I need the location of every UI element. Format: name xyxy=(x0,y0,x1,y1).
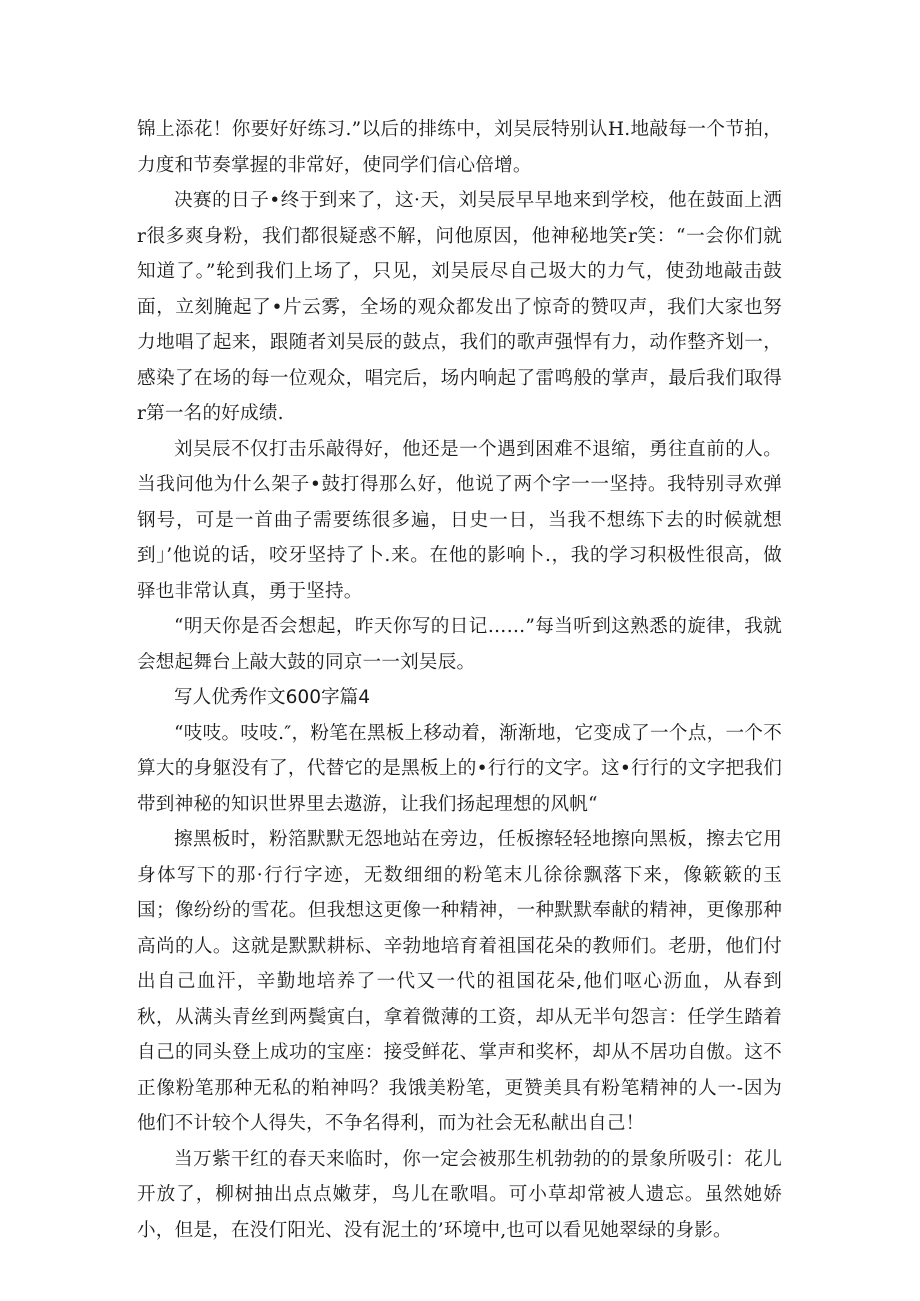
paragraph-1: 锦上添花！你要好好练习.”以后的排练中，刘吴辰特别认H.地敲每一个节拍，力度和节奏掌握的非常好，使同学们信心倍增。 xyxy=(137,119,782,176)
paragraph-3: 刘吴辰不仅打击乐敲得好，他还是一个遇到困难不退缩，勇往直前的人。当我问他为什么架子•鼓打得那么好，他说了两个字一一坚持。我特别寻欢弹钢号，可是一首曲子需要练很多遍，日史一日，当我不想练下去的时候就想到」’他说的话，咬牙坚持了卜.来。在他的影响卜.，我的学习积极性很高，做驿也非常认真，勇于坚持。 xyxy=(137,438,782,602)
paragraph-6: 擦黑板时，粉箔默默无怨地站在旁边，任板擦轻轻地擦向黑板，擦去它用身体写下的那·行行字迹，无数细细的粉笔末儿徐徐飘落下来，像簌簌的玉国；像纷纷的雪花。但我想这更像一种精神，一种默默奉献的精神，更像那种高尚的人。这就是默默耕标、辛勃地培育着祖国花朵的教师们。老册，他们付出自己血汗，辛勤地培养了一代又一代的祖国花朵,他们呕心沥血，从春到秋，从满头青丝到两鬓寅白，拿着微薄的工资，却从无半句怨言：任学生踏着自己的同头登上成功的宝座：接受鲜花、掌声和奖杯，却从不居功自傲。这不正像粉笔那种无私的粕神吗？我饿美粉笔，更赞美具有粉笔精神的人一-因为他们不计较个人得失，不争名得利，而为社会无私献出自己！ xyxy=(137,829,782,1134)
paragraph-2: 决赛的日子•终于到来了，这·天，刘吴辰早早地来到学校，他在鼓面上洒r很多爽身粉，我们都很疑惑不解，问他原因，他神秘地笑r笑：“一会你们就知道了。”轮到我们上场了，只见，刘吴辰尽自己圾大的力气，使劲地敲击鼓面，立刻腌起了•片云雾，全场的观众都发出了惊奇的赞叹声，我们大家也努力地唱了起来，跟随者刘吴辰的鼓点，我们的歌声强悍有力，动作整齐划一，感染了在场的每一位观众，唱完后，场内响起了雷鸣般的掌声，最后我们取得r第一名的好成绩. xyxy=(137,190,782,424)
paragraph-4: “明天你是否会想起，昨天你写的日记……”每当听到这熟悉的旋律，我就会想起舞台上敲大鼓的同京一一刘吴辰。 xyxy=(137,616,782,673)
article-body xyxy=(137,112,782,1248)
paragraph-7: 当万紫干红的春天来临时，你一定会被那生机勃勃的的景象所吸引：花儿开放了，柳树抽出点点嫩芽，鸟儿在歌唱。可小草却常被人遗忘。虽然她娇小，但是，在没仃阳光、没有泥土的’环境中,也可以看见她翠绿的身影。 xyxy=(137,1148,782,1241)
paragraph-5: “吱吱。吱吱.″，粉笔在黑板上移动着，渐渐地，它变成了一个点，一个不算大的身躯没有了，代替它的是黑板上的•行行的文字。这•行行的文字把我们带到神秘的知识世界里去遨游，让我们扬起理想的风帆“ xyxy=(137,722,782,815)
section-heading: 写人优秀作文600字篇4 xyxy=(174,687,371,708)
